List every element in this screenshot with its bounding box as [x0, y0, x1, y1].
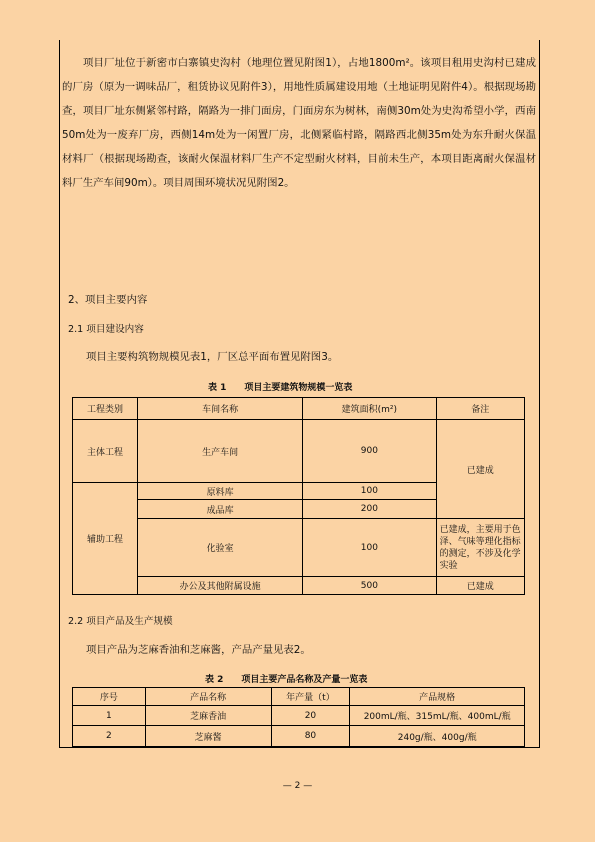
table-2-header: 产品规格 — [350, 688, 525, 706]
category-main: 主体工程 — [73, 420, 138, 483]
table-row — [73, 577, 525, 595]
table-row — [73, 726, 525, 747]
intro-paragraph: 项目厂址位于新密市白寨镇史沟村（地理位置见附图1），占地1800m²。该项目租用史沟村已建成的厂房（原为一调味品厂，租赁协议见附件3），用地性质属建设用地（土地证明见附件4）。根据现场勘查，项目厂址东侧紧邻村路，隔路为一排门面房，门面房东为树林，南侧30m处为史沟希望小学，西南50m处为一废弃厂房，西侧14m处为一闲置厂房，北侧紧临村路，隔路西北侧35m处为东升耐火保温材料厂（根据现场勘查，该耐火保温材料厂生产不定型耐火材料，目前未生产，本项目距离耐火保温材料厂生产车间90m）。项目周围环境状况见附图2。 — [62, 57, 536, 189]
table-2-header: 年产量（t） — [271, 688, 350, 706]
section-2-heading: 2、项目主要内容 — [68, 294, 148, 306]
product-no: 1 — [73, 706, 146, 726]
category-aux: 辅助工程 — [73, 483, 138, 595]
table-2-caption: 表 2 项目主要产品名称及产量一览表 — [205, 675, 368, 685]
building-area: 100 — [303, 519, 436, 577]
product-name: 芝麻酱 — [145, 726, 271, 747]
table-2-header: 序号 — [73, 688, 146, 706]
table-2-header: 产品名称 — [145, 688, 271, 706]
building-name: 化验室 — [138, 519, 303, 577]
note-office: 已建成 — [436, 577, 524, 595]
table-row — [73, 706, 525, 726]
building-name: 成品库 — [138, 500, 303, 519]
section-2-1-heading: 2.1 项目建设内容 — [68, 324, 144, 335]
building-area: 500 — [303, 577, 436, 595]
section-2-2-text: 项目产品为芝麻香油和芝麻酱，产品产量见表2。 — [86, 644, 311, 656]
note-built: 已建成 — [436, 420, 524, 519]
product-output: 20 — [271, 706, 350, 726]
section-2-2-heading: 2.2 项目产品及生产规模 — [68, 616, 173, 627]
section-2-1-text: 项目主要构筑物规模见表1，厂区总平面布置见附图3。 — [86, 351, 339, 363]
building-name: 原料库 — [138, 483, 303, 500]
table-row — [73, 519, 525, 577]
product-spec: 200mL/瓶、315mL/瓶、400mL/瓶 — [350, 706, 525, 726]
product-output: 80 — [271, 726, 350, 747]
table-2 — [72, 687, 525, 747]
table-1-caption: 表 1 项目主要建筑物规模一览表 — [208, 383, 353, 393]
note-lab: 已建成，主要用于色泽、气味等理化指标的测定，不涉及化学实验 — [436, 519, 524, 577]
product-spec: 240g/瓶、400g/瓶 — [350, 726, 525, 747]
table-1-header: 建筑面积(m²) — [303, 398, 436, 420]
table-2-header-row — [73, 688, 525, 706]
building-area: 900 — [303, 420, 436, 483]
table-1-header: 备注 — [436, 398, 524, 420]
table-1 — [72, 397, 525, 595]
table-row — [73, 420, 525, 483]
table-1-header: 车间名称 — [138, 398, 303, 420]
building-name: 办公及其他附属设施 — [138, 577, 303, 595]
building-area: 100 — [303, 483, 436, 500]
building-area: 200 — [303, 500, 436, 519]
building-name: 生产车间 — [138, 420, 303, 483]
product-name: 芝麻香油 — [145, 706, 271, 726]
product-no: 2 — [73, 726, 146, 747]
page-number: — 2 — — [282, 781, 313, 791]
table-1-header-row — [73, 398, 525, 420]
table-1-header: 工程类别 — [73, 398, 138, 420]
